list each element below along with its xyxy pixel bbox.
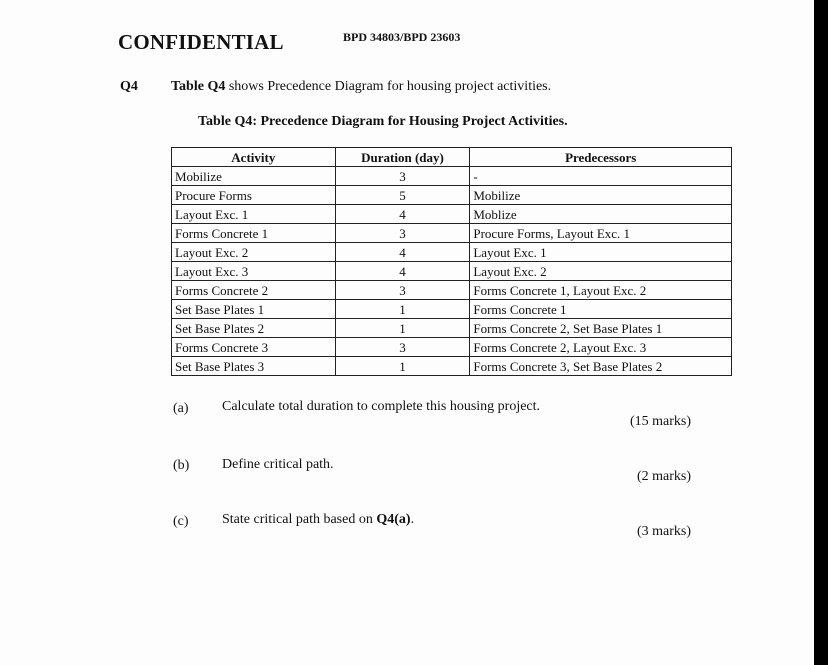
table-row [172,243,732,262]
question-intro [171,79,551,95]
table-row [172,167,732,186]
predecessors-cell: Forms Concrete 2, Layout Exc. 3 [470,338,732,357]
activity-cell: Set Base Plates 2 [172,319,336,338]
duration-cell: 4 [335,205,470,224]
duration-cell: 3 [335,167,470,186]
predecessors-cell: Forms Concrete 2, Set Base Plates 1 [470,319,732,338]
part-c-marks: (3 marks) [637,524,692,539]
table-row [172,281,732,300]
predecessors-cell: Layout Exc. 2 [470,262,732,281]
predecessors-cell: Forms Concrete 3, Set Base Plates 2 [470,357,732,376]
table-body [172,167,732,376]
part-b-text: Define critical path. [222,457,334,472]
part-c-text [222,512,414,528]
predecessors-cell: - [470,167,732,186]
part-a-label: (a) [173,401,189,416]
activity-cell: Layout Exc. 2 [172,243,336,262]
duration-cell: 1 [335,319,470,338]
duration-cell: 3 [335,338,470,357]
activity-cell: Layout Exc. 3 [172,262,336,281]
activity-cell: Forms Concrete 2 [172,281,336,300]
duration-cell: 1 [335,300,470,319]
table-row [172,357,732,376]
activity-cell: Procure Forms [172,186,336,205]
part-a-text: Calculate total duration to complete this housing project. [222,399,541,414]
part-b-marks: (2 marks) [637,469,692,484]
activity-cell: Mobilize [172,167,336,186]
header-activity: Activity [172,148,336,167]
part-c-text-prefix: State critical path based on [222,512,377,527]
part-a-marks: (15 marks) [630,414,692,429]
activity-cell: Layout Exc. 1 [172,205,336,224]
header-duration: Duration (day) [335,148,470,167]
duration-cell: 3 [335,281,470,300]
confidential-label: CONFIDENTIAL [118,30,284,54]
predecessors-cell: Layout Exc. 1 [470,243,732,262]
table-row [172,205,732,224]
table-row [172,224,732,243]
duration-cell: 4 [335,262,470,281]
activity-cell: Forms Concrete 1 [172,224,336,243]
predecessors-cell: Forms Concrete 1 [470,300,732,319]
course-code: BPD 34803/BPD 23603 [343,30,461,44]
table-row [172,186,732,205]
part-c-text-suffix: . [410,512,415,527]
duration-cell: 3 [335,224,470,243]
activity-cell: Set Base Plates 3 [172,357,336,376]
activity-cell: Set Base Plates 1 [172,300,336,319]
predecessors-cell: Mobilize [470,186,732,205]
table-row [172,319,732,338]
table-caption: Table Q4: Precedence Diagram for Housing Project Activities. [198,114,568,129]
question-intro-rest: shows Precedence Diagram for housing project activities. [225,79,552,94]
duration-cell: 5 [335,186,470,205]
header-predecessors: Predecessors [470,148,732,167]
precedence-table [171,147,732,376]
table-row [172,338,732,357]
part-b-label: (b) [173,458,190,473]
duration-cell: 1 [335,357,470,376]
question-intro-bold: Table Q4 [171,79,226,94]
predecessors-cell: Procure Forms, Layout Exc. 1 [470,224,732,243]
predecessors-cell: Forms Concrete 1, Layout Exc. 2 [470,281,732,300]
table-header-row [172,148,732,167]
part-c-label: (c) [173,514,189,529]
table-row [172,262,732,281]
predecessors-cell: Moblize [470,205,732,224]
part-c-text-bold: Q4(a) [376,512,411,527]
table-row [172,300,732,319]
question-number: Q4 [120,79,138,94]
duration-cell: 4 [335,243,470,262]
activity-cell: Forms Concrete 3 [172,338,336,357]
